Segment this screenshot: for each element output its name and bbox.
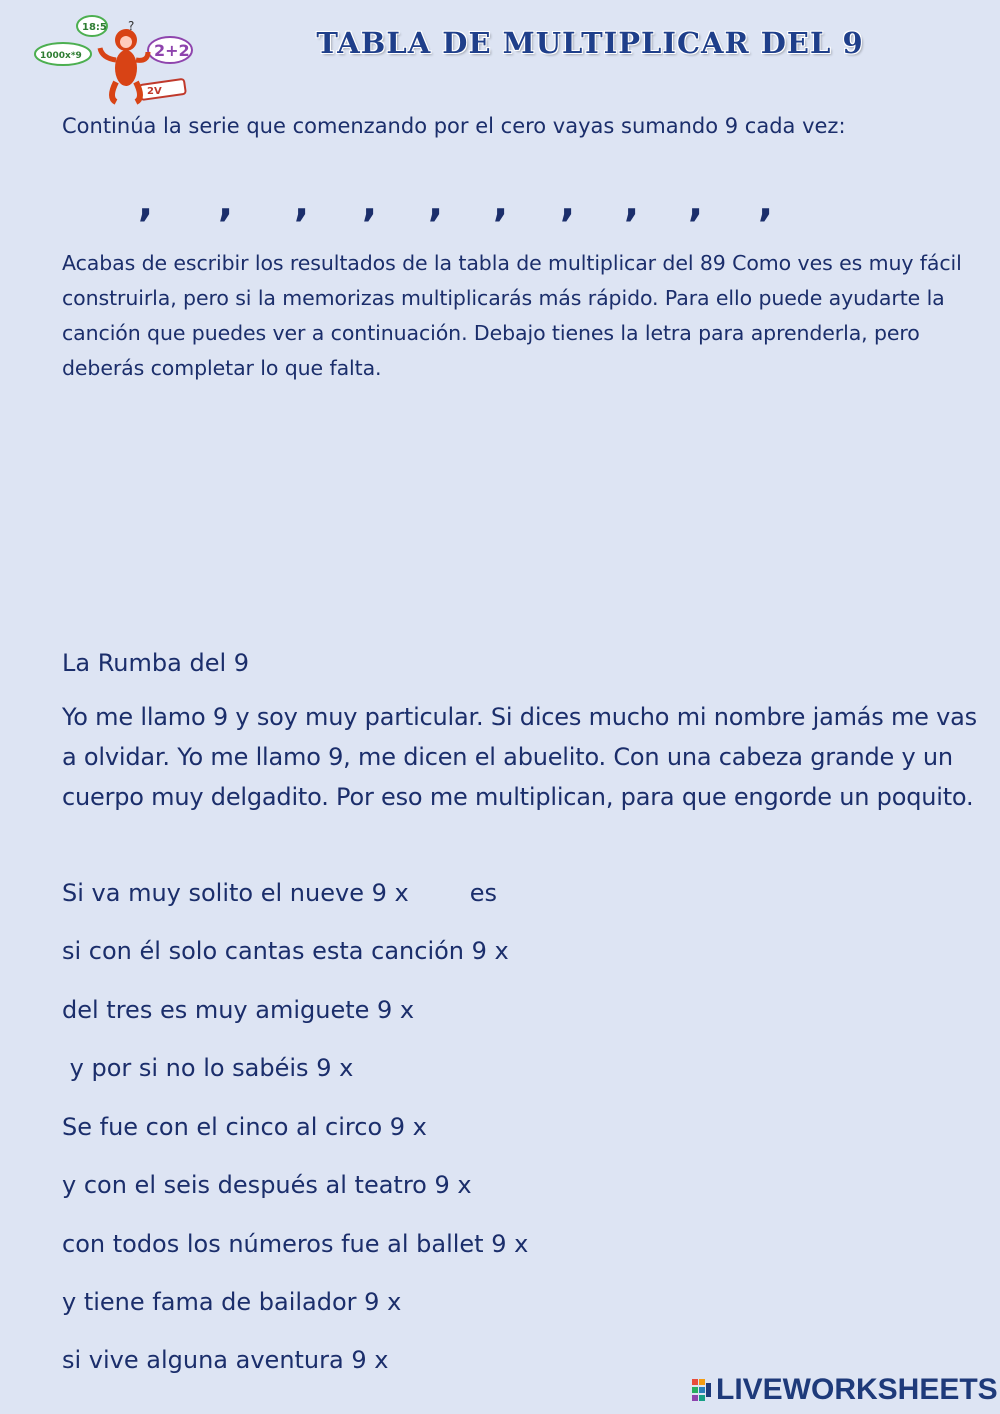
liveworksheets-brand[interactable]	[692, 1373, 998, 1407]
series-separator: ,	[428, 180, 444, 226]
series-separator: ,	[218, 180, 234, 226]
monkey-math-logo-icon	[30, 8, 195, 108]
song-line: si con él solo cantas esta canción 9 x	[62, 937, 509, 965]
song-line: y por si no lo sabéis 9 x	[62, 1054, 354, 1082]
series-separator: ,	[493, 180, 509, 226]
series-separator: ,	[560, 180, 576, 226]
explanation-paragraph: Acabas de escribir los resultados de la tabla de multiplicar del 89 Como ves es muy fácil construirla, pero si la memorizas multiplicarás más rápido. Para ello puede ayudarte la canción que puedes ver a continuación. Debajo tienes la letra para aprenderla, pero deberás completar lo que falta.	[62, 251, 962, 380]
series-separator: ,	[758, 180, 774, 226]
svg-text:?: ?	[128, 19, 135, 33]
song-intro: Yo me llamo 9 y soy muy particular. Si dices mucho mi nombre jamás me vas a olvidar. Yo me llamo 9, me dicen el abuelito. Con una cabeza grande y un cuerpo muy delgadito. Por eso me multiplican, para que engorde un poquito.	[62, 703, 977, 811]
brand-name: LIVEWORKSHEETS	[716, 1373, 998, 1406]
song-line: si vive alguna aventura 9 x	[62, 1346, 389, 1374]
song-line: y con el seis después al teatro 9 x	[62, 1171, 472, 1199]
instruction-text: Continúa la serie que comenzando por el cero vayas sumando 9 cada vez:	[62, 114, 846, 138]
song-title: La Rumba del 9	[62, 649, 250, 677]
series-commas	[0, 180, 1000, 230]
song-line: del tres es muy amiguete 9 x	[62, 996, 415, 1024]
series-separator: ,	[138, 180, 154, 226]
song-line: Si va muy solito el nueve 9 x es	[62, 879, 497, 907]
svg-text:18:5: 18:5	[82, 22, 107, 33]
song-line: Se fue con el cinco al circo 9 x	[62, 1113, 427, 1141]
series-separator: ,	[624, 180, 640, 226]
song-line: y tiene fama de bailador 9 x	[62, 1288, 402, 1316]
svg-text:2V: 2V	[147, 86, 162, 97]
svg-text:1000x*9: 1000x*9	[40, 51, 82, 61]
series-separator: ,	[688, 180, 704, 226]
svg-text:2+2: 2+2	[154, 41, 190, 60]
series-separator: ,	[294, 180, 310, 226]
page-title: TABLA DE MULTIPLICAR DEL 9	[316, 26, 864, 60]
liveworksheets-logo-icon	[692, 1379, 712, 1401]
song-line: con todos los números fue al ballet 9 x	[62, 1230, 529, 1258]
series-separator: ,	[362, 180, 378, 226]
